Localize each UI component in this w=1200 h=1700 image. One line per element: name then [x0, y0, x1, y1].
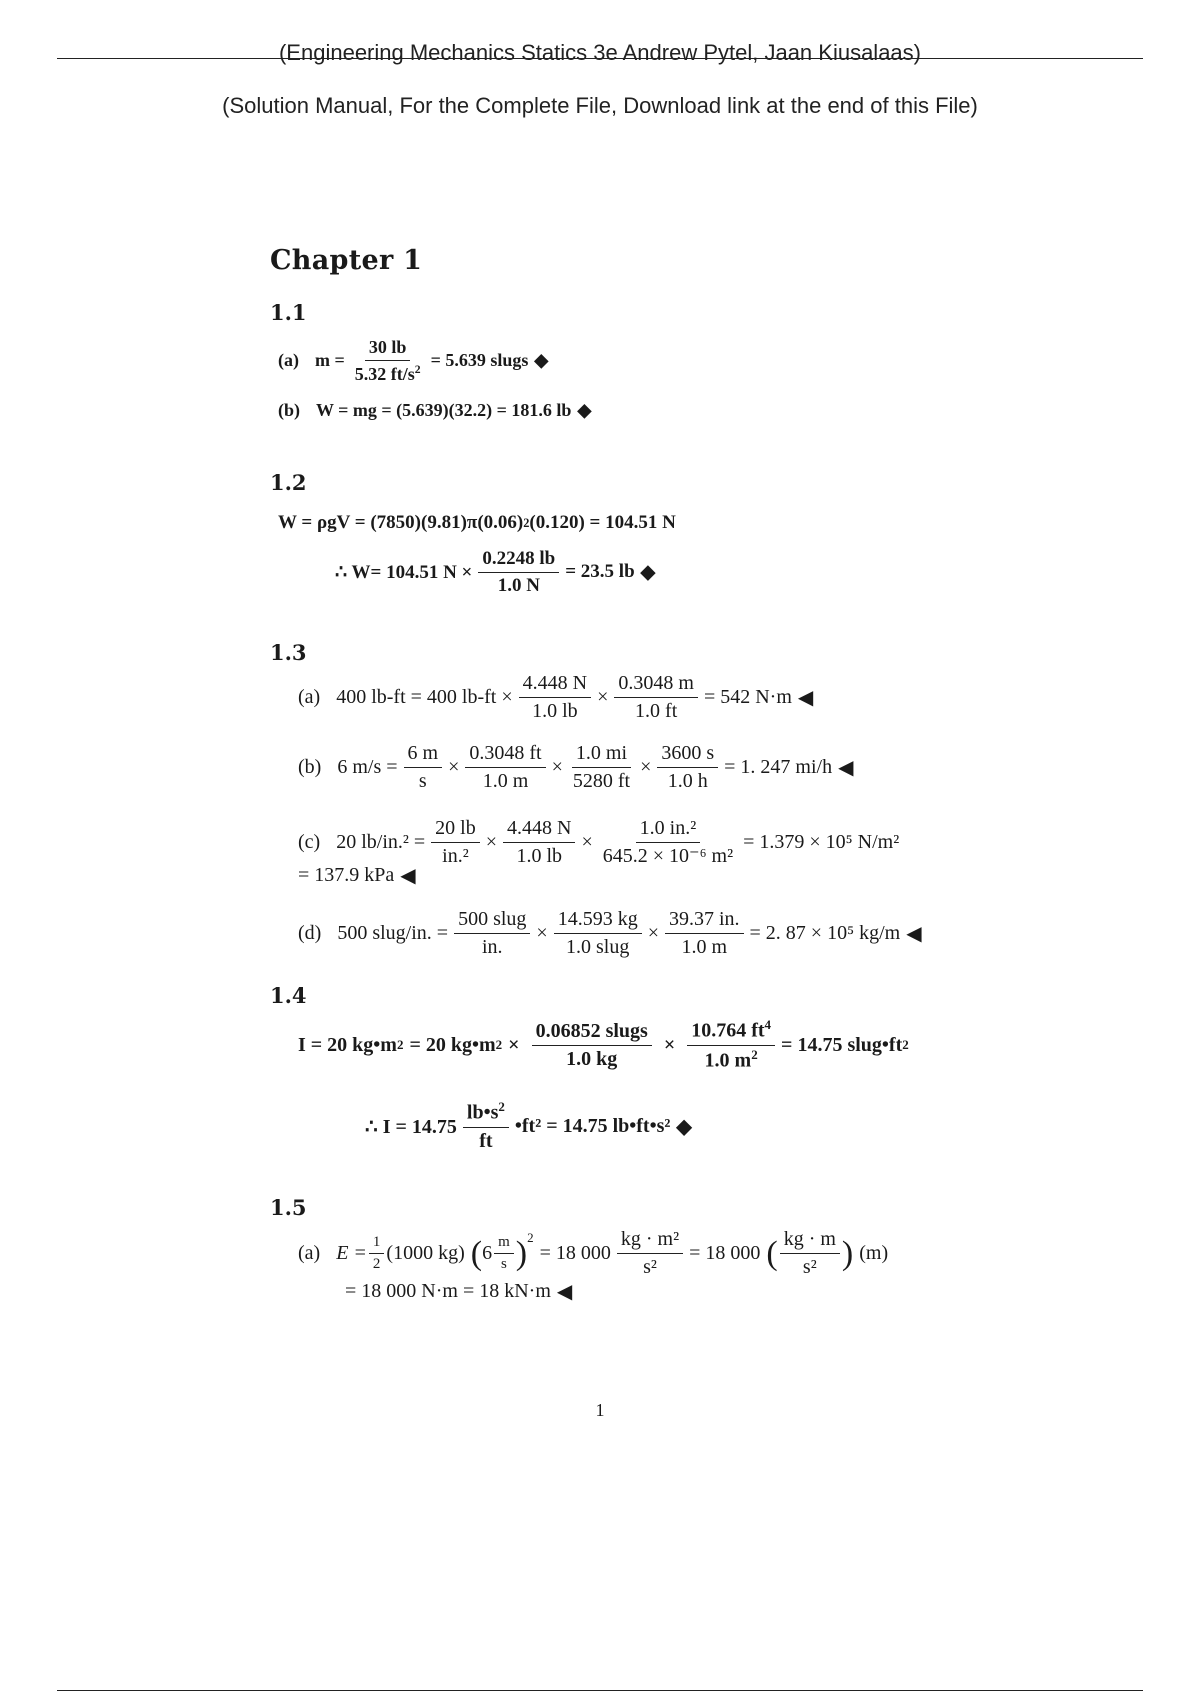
eq-lhs: ∴ I = 14.75	[365, 1115, 457, 1138]
fraction-denominator: 1.0 lb	[532, 700, 578, 722]
fraction-denominator: 1.0 ft	[635, 700, 678, 722]
fraction	[665, 908, 744, 959]
eq-text: W = mg = (5.639)(32.2) = 181.6 lb	[316, 400, 572, 420]
eq-lhs: 500 slug/in. =	[337, 922, 449, 944]
fraction-denominator: s	[418, 770, 427, 792]
fraction-denominator: 1.0 N	[497, 574, 540, 596]
problem-1-3-part-c-line-2	[298, 863, 422, 888]
fraction	[454, 908, 530, 959]
times-symbol: ×	[597, 686, 609, 708]
problem-1-5-title: 1.5	[270, 1195, 307, 1220]
eq-rhs: = 5.639 slugs	[430, 350, 529, 371]
eq-lhs: 400 lb-ft = 400 lb-ft ×	[336, 686, 513, 708]
mass-term: (1000 kg)	[386, 1242, 465, 1264]
fraction	[465, 742, 545, 793]
fraction-numerator: 4.448 N	[503, 817, 575, 843]
header-subtitle: (Solution Manual, For the Complete File, Download link at the end of this File)	[222, 93, 978, 118]
paren-open: (	[470, 1234, 483, 1272]
fraction-numerator: m	[494, 1234, 514, 1254]
fraction	[554, 908, 642, 959]
part-a-label: (a)	[278, 350, 299, 371]
eq-mid-2: = 18 000	[689, 1242, 761, 1264]
fraction	[780, 1228, 840, 1279]
problem-1-1-title: 1.1	[270, 300, 307, 325]
footer-rule	[57, 1690, 1143, 1691]
velocity-value: 6	[482, 1242, 493, 1264]
header-title: (Engineering Mechanics Statics 3e Andrew Pytel, Jaan Kiusalaas)	[278, 40, 921, 65]
problem-1-4-title: 1.4	[270, 983, 307, 1008]
fraction-numerator: 20 lb	[431, 817, 480, 843]
answer-marker-icon: ◀	[838, 757, 854, 779]
fraction-denominator: 1.0 m	[482, 770, 529, 792]
fraction-denominator-wrap: 5.32 $ft/s^2$	[354, 362, 421, 384]
fraction-numerator: lb•s	[466, 1101, 499, 1124]
fraction-denominator: 5.32 ft/s	[354, 363, 415, 384]
answer-marker-icon: ◆	[577, 400, 592, 420]
part-a-label: (a)	[298, 1242, 321, 1264]
fraction-numerator: 0.2248 lb	[478, 548, 559, 573]
times-symbol: ×	[448, 756, 460, 778]
fraction-denominator: 1.0 slug	[566, 936, 630, 958]
fraction-denominator: 1.0 h	[667, 770, 708, 792]
eq-lhs: 6 m/s =	[337, 756, 398, 778]
fraction	[569, 742, 634, 793]
paren-close: )	[841, 1234, 854, 1272]
times-symbol: ×	[508, 1033, 520, 1056]
part-c-label: (c)	[298, 831, 321, 853]
fraction-numerator: 14.593 kg	[554, 908, 642, 934]
fraction-numerator: kg · m	[780, 1228, 840, 1254]
eq-mid-1: = 18 000	[539, 1242, 611, 1264]
answer-marker-icon: ◆	[534, 350, 549, 371]
problem-1-2-line-2	[335, 548, 661, 597]
problem-1-2-title: 1.2	[270, 470, 307, 495]
eq-result: = 137.9 kPa	[298, 864, 395, 886]
problem-1-1-part-b	[278, 400, 597, 421]
part-a-label: (a)	[298, 686, 321, 708]
fraction-numerator: 0.3048 ft	[465, 742, 545, 768]
eq-lhs: m =	[315, 350, 345, 371]
eq-result: = 18 000 N·m = 18 kN·m	[345, 1280, 551, 1302]
fraction-numerator: 39.37 in.	[665, 908, 744, 934]
fraction	[687, 1018, 775, 1072]
eq-lhs: 20 lb/in.² =	[336, 831, 426, 853]
fraction-denominator-wrap: 1.0 $m^2$	[704, 1046, 758, 1072]
fraction-numerator: 4.448 N	[519, 672, 591, 698]
problem-1-3-part-b	[298, 742, 860, 793]
fraction-numerator: 1	[369, 1234, 385, 1254]
times-symbol: ×	[485, 831, 497, 853]
fraction-numerator: 0.3048 m	[614, 672, 698, 698]
eq-rhs: = 14.75 slug•ft	[781, 1033, 903, 1056]
fraction-denominator: 2	[372, 1256, 381, 1272]
fraction-denominator: ft	[479, 1129, 493, 1152]
paren-open: (	[766, 1234, 778, 1272]
fraction-denominator: s²	[643, 1256, 657, 1278]
answer-marker-icon: ◆	[676, 1115, 692, 1138]
eq-rhs: = 1.379 × 10⁵ N/m²	[743, 831, 900, 853]
answer-marker-icon: ◀	[400, 865, 416, 887]
fraction-denominator: s²	[802, 1256, 817, 1278]
answer-marker-icon: ◀	[797, 687, 814, 709]
fraction	[532, 1020, 652, 1071]
fraction-numerator: 10.764 ft	[691, 1019, 765, 1042]
fraction-denominator: in.²	[442, 845, 469, 867]
answer-marker-icon: ◀	[906, 923, 922, 945]
times-symbol: ×	[551, 756, 563, 778]
fraction-numerator: 1.0 in.²	[636, 817, 701, 843]
eq-rhs: = 542 N·m	[703, 686, 792, 708]
mass-fraction	[351, 337, 425, 384]
fraction	[519, 672, 591, 723]
fraction-numerator: kg · m²	[617, 1228, 683, 1254]
problem-1-3-part-c	[298, 817, 899, 868]
fraction-numerator: 6 m	[404, 742, 443, 768]
problem-1-1-part-a	[278, 337, 554, 384]
fraction	[431, 817, 480, 868]
fraction-numerator-wrap: $lb•s^2$	[463, 1100, 509, 1128]
problem-1-4-line-2	[365, 1100, 698, 1153]
fraction-denominator: 1.0 m	[681, 936, 728, 958]
fraction-denominator: 1.0 lb	[516, 845, 562, 867]
times-symbol: ×	[640, 756, 652, 778]
fraction	[617, 1228, 683, 1279]
part-b-label: (b)	[278, 400, 300, 420]
fraction-denominator: 645.2 × 10⁻⁶ m²	[602, 845, 734, 867]
fraction-numerator: 30 lb	[365, 337, 411, 361]
fraction	[404, 742, 443, 793]
answer-marker-icon: ◆	[640, 561, 656, 583]
times-symbol: ×	[581, 831, 593, 853]
eq-mid: = 20 kg•m	[409, 1033, 496, 1056]
velocity-unit-fraction	[494, 1234, 514, 1274]
problem-1-5-part-a-line-2	[345, 1279, 578, 1304]
problem-1-3-part-d	[298, 908, 928, 959]
chapter-title: Chapter 1	[270, 245, 423, 276]
answer-marker-icon: ◀	[556, 1281, 573, 1303]
fraction-numerator: 500 slug	[454, 908, 530, 934]
problem-1-3-title: 1.3	[270, 640, 307, 665]
eq-lhs: ∴ W= 104.51 N ×	[335, 561, 473, 583]
eq-tail: (m)	[859, 1242, 889, 1264]
eq-rhs: = 23.5 lb	[565, 561, 635, 583]
problem-1-2-line-1: W = ρgV = (7850)(9.81)π(0.06) 2 (0.120) = 104.51 N	[278, 512, 676, 533]
fraction-denominator: 5280 ft	[572, 770, 631, 792]
fraction-numerator: 0.06852 slugs	[532, 1020, 652, 1046]
fraction-denominator: 1.0 kg	[566, 1047, 618, 1070]
fraction	[463, 1100, 509, 1153]
part-b-label: (b)	[298, 756, 322, 778]
fraction-numerator-wrap: 10.764 $ft^4$	[687, 1018, 775, 1046]
fraction-numerator: 1.0 mi	[572, 742, 631, 768]
eq-lhs: E =	[336, 1242, 367, 1264]
times-symbol: ×	[536, 922, 548, 944]
fraction-denominator: 1.0 m	[704, 1049, 752, 1072]
eq-rhs: = 1. 247 mi/h	[724, 756, 833, 778]
part-d-label: (d)	[298, 922, 322, 944]
fraction	[503, 817, 575, 868]
eq-rhs: = 2. 87 × 10⁵ kg/m	[749, 922, 901, 944]
problem-1-4-line-1: I = 20 kg•m 2 = 20 kg•m 2 × $\frac{\text{0.06852 slugs}}{1.0 kg}$ × $\frac{10.764 ft^4}{1.0 m^2}$ = 14.75 slug•ft 2	[298, 1017, 909, 1072]
fraction	[614, 672, 698, 723]
fraction-numerator: 3600 s	[657, 742, 718, 768]
eq-lhs: I = 20 kg•m	[298, 1033, 397, 1056]
fraction	[657, 742, 718, 793]
fraction	[599, 817, 737, 868]
problem-1-5-part-a: (a) E = $\frac{1}{2}$ (1000 kg) ( 6 $\frac{m}{s}$ ) $^2$ = 18 000 $\frac{\text{kg · m²}}{\text{s²}}$ = 18 000 ( $\frac{kg \cdot m}{\text{s²}}$ ) (m)	[298, 1228, 889, 1278]
fraction-denominator: s	[500, 1256, 507, 1272]
conversion-fraction	[478, 548, 559, 597]
page-number: 1	[595, 1400, 605, 1420]
times-symbol: ×	[647, 922, 659, 944]
problem-1-3-part-a	[298, 672, 819, 723]
eq-text-end: (0.120) = 104.51 N	[529, 512, 676, 533]
paren-close: )	[515, 1234, 528, 1272]
half-fraction	[369, 1234, 385, 1274]
times-symbol: ×	[663, 1033, 676, 1056]
fraction-denominator: in.	[481, 936, 503, 958]
eq-text: W = ρgV = (7850)(9.81)π(0.06)	[278, 512, 524, 533]
eq-rhs: •ft² = 14.75 lb•ft•s²	[514, 1114, 671, 1137]
